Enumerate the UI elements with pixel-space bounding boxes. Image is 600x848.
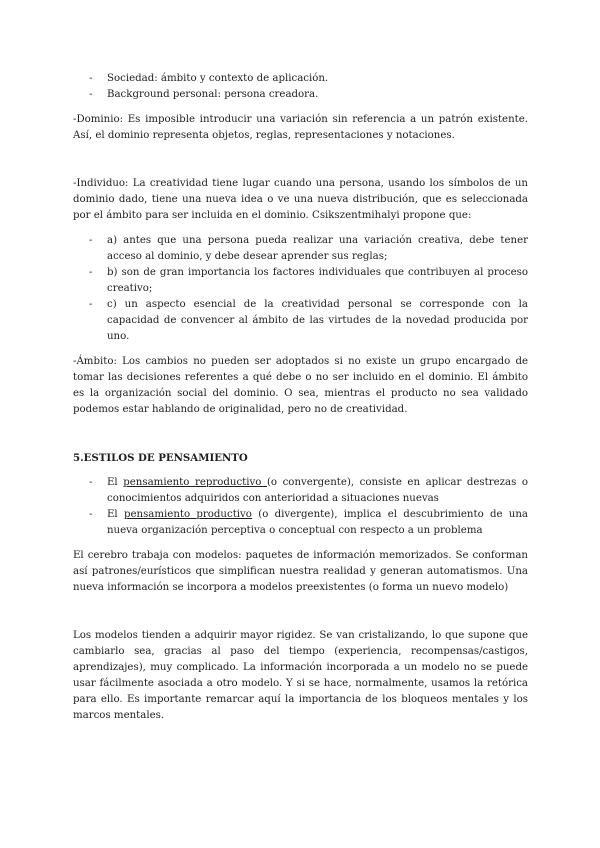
pensamiento-list — [73, 475, 528, 539]
section-heading: 5.ESTILOS DE PENSAMIENTO — [73, 452, 248, 464]
paragraph-cerebro: El cerebro trabaja con modelos: paquetes de información memorizados. Se conforman así patrones/eurísticos que simplifican nuestra realidad y generan automatismos. Una nueva información se incorpora a modelos preexistentes (o forma un nuevo modelo) — [73, 550, 528, 593]
list-item-text: a) antes que una persona pueda realizar una variación creativa, debe tener acceso al dominio, y debe desear aprender sus reglas; — [107, 235, 528, 262]
bullet-dash: - — [89, 89, 93, 100]
list-item — [73, 475, 528, 507]
csikszentmihalyi-list — [73, 233, 528, 345]
list-item — [73, 507, 528, 539]
list-item — [73, 265, 528, 297]
list-item-text: Background personal: persona creadora. — [107, 89, 319, 100]
bullet-dash: - — [89, 235, 93, 246]
list-item — [73, 233, 528, 265]
underlined-term: pensamiento productivo — [123, 509, 252, 520]
list-item-text: c) un aspecto esencial de la creatividad personal se corresponde con la capacidad de convencer al ámbito de las virtudes de la novedad producida por uno. — [107, 299, 528, 342]
paragraph-dominio: -Dominio: Es imposible introducir una variación sin referencia a un patrón existente. Así, el dominio representa objetos, reglas, representaciones y notaciones. — [73, 114, 528, 141]
paragraph-modelos: Los modelos tienden a adquirir mayor rigidez. Se van cristalizando, lo que supone que cambiarlo sea, gracias al paso del tiempo (experiencia, recompensas/castigos, aprendizajes), muy complicado. La información incorporada a un modelo no se puede usar fácilmente asociada a otro modelo. Y si se hace, normalmente, usamos la retórica para ello. Es importante remarcar aquí la importancia de los bloqueos mentales y los marcos mentales. — [73, 630, 528, 721]
bullet-dash: - — [89, 299, 93, 310]
document-body — [73, 71, 528, 724]
list-item-text: (o divergente), implica el descubrimiento de una nueva organización perceptiva o conceptual con respecto a un problema — [107, 509, 529, 536]
list-item — [73, 297, 528, 345]
list-item-text: El — [107, 477, 124, 488]
paragraph-ambito: -Ámbito: Los cambios no pueden ser adoptados si no existe un grupo encargado de tomar las decisiones referentes a qué debe o no ser incluido en el dominio. El ámbito es la organización social del dominio. O sea, mientras el producto no sea validado podemos estar hablando de originalidad, pero no de creatividad. — [73, 356, 528, 415]
list-item — [73, 87, 528, 103]
bullet-dash: - — [89, 73, 93, 84]
context-list — [73, 71, 528, 103]
bullet-dash: - — [89, 509, 93, 520]
list-item-text: b) son de gran importancia los factores individuales que contribuyen al proceso creativo; — [107, 267, 528, 294]
list-item-text: El — [107, 509, 124, 520]
paragraph-individuo: -Individuo: La creatividad tiene lugar cuando una persona, usando los símbolos de un dominio dado, tiene una nueva idea o ve una nueva distribución, que es seleccionada por el ámbito para ser incluida en el dominio. Csikszentmihalyi propone que: — [73, 178, 528, 221]
list-item-text: (o convergente), consiste en aplicar destrezas o conocimientos adquiridos con anterioridad a situaciones nuevas — [107, 477, 528, 504]
bullet-dash: - — [89, 267, 93, 278]
bullet-dash: - — [89, 477, 93, 488]
list-item-text: Sociedad: ámbito y contexto de aplicación. — [107, 73, 329, 84]
underlined-term: pensamiento reproductivo — [123, 477, 267, 488]
list-item — [73, 71, 528, 87]
